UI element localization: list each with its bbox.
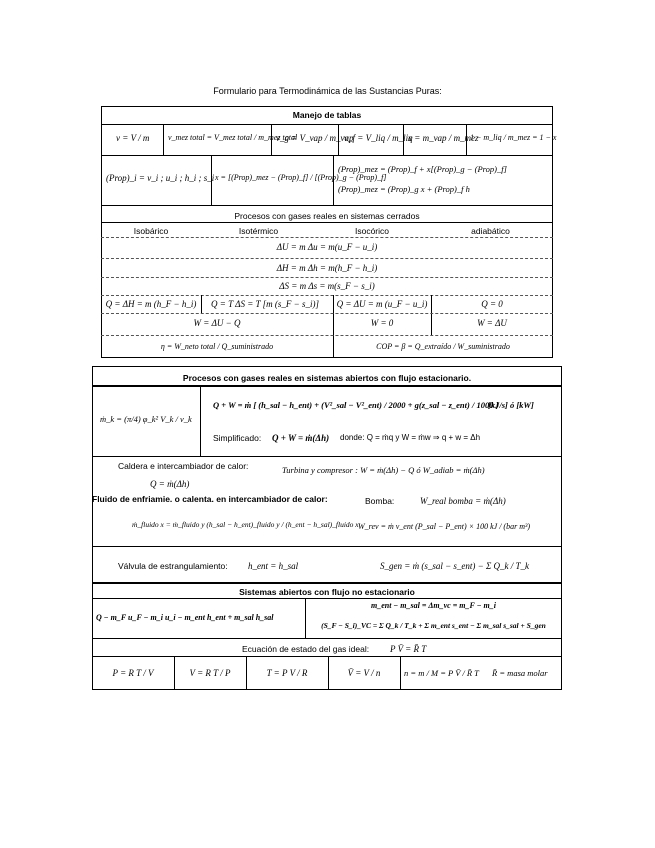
simplified-label: Simplificado: [213, 433, 262, 443]
simplified-definitions: donde: Q = ṁq y W = ṁw ⇒ q + w = Δh [340, 433, 481, 442]
power-units: [kJ/s] ó [kW] [488, 400, 534, 410]
heat-isochoric: Q = ΔU = m (u_F − u_i) [336, 299, 428, 309]
throttle-valve-equation: h_ent = h_sal [248, 561, 299, 571]
boiler-equation: Q = ṁ(Δh) [150, 479, 190, 489]
heat-isothermal: Q = T ΔS = T [m (s_F − s_i)] [211, 299, 319, 309]
pump-label: Bomba: [365, 496, 395, 506]
unsteady-header: Sistemas abiertos con flujo no estacionario [239, 587, 415, 597]
moles-formula: n = m / M = P V̄ / R̄ T [404, 668, 479, 678]
ideal-gas-volume: V = R T / P [189, 668, 231, 678]
vapor-volume-formula: v_g = V_vap / m_vap [276, 133, 354, 143]
molar-volume: V̄ = V / n [347, 668, 381, 678]
heat-exchanger-fluid-label: Fluido de enfriamie. o calenta. en intercambiador de calor: [92, 494, 328, 504]
throttle-valve-label: Válvula de estrangulamiento: [118, 561, 228, 571]
coefficient-of-performance: COP = β = Q_extraído / W_suministrado [376, 342, 510, 351]
unsteady-entropy-balance: (S_F − S_i)_VC = Σ Q_k / T_k + Σ m_ent s_ent − Σ m_sal s_sal + S_gen [321, 621, 546, 630]
quality-formula: x = m_vap / m_mez [408, 133, 479, 143]
mixture-property-formula-2: (Prop)_mez = (Prop)_g x + (Prop)_f h [338, 184, 470, 194]
heat-adiabatic: Q = 0 [481, 299, 503, 309]
heat-exchanger-fluid-equation: ṁ_fluido x = ṁ_fluido y (h_sal − h_ent)_fluido y / (h_ent − h_sal)_fluido x [132, 520, 359, 529]
ideal-gas-pressure: P = R T / V [112, 668, 154, 678]
internal-energy-change: ΔU = m Δu = m(u_F − u_i) [276, 242, 378, 252]
enthalpy-change: ΔH = m Δh = m(h_F − h_i) [276, 263, 378, 273]
closed-systems-header: Procesos con gases reales en sistemas cerrados [234, 211, 420, 221]
col-isothermal: Isotérmico [238, 226, 279, 236]
heat-isobaric: Q = ΔH = m (h_F − h_i) [105, 299, 197, 309]
quality-property-formula: x = [(Prop)_mez − (Prop)_f] / [(Prop)_g − (Prop)_f] [215, 173, 387, 182]
liquid-volume-formula: v_f = V_liq / m_liq [344, 133, 413, 143]
col-isobaric: Isobárico [133, 226, 169, 236]
mixture-volume-formula: v_mez total = V_mez total / m_mez total [168, 133, 298, 142]
ideal-gas-header-equation: P V̄ = R̄ T [390, 644, 427, 654]
ideal-gas-header: Ecuación de estado del gas ideal: [242, 644, 370, 654]
mass-flow-formula: ṁ_k = (π/4) φ_k² V_k / v_k [100, 414, 192, 424]
work-adiabatic: W = ΔU [477, 318, 507, 328]
steady-flow-energy-equation: Q + W = ṁ [ (h_sal − h_ent) + (V²_sal − V²_ent) / 2000 + g(z_sal − z_ent) / 1000 ] [213, 400, 499, 410]
specific-volume-formula: v = V / m [116, 133, 150, 143]
document-title: Formulario para Termodinámica de las Sustancias Puras: [213, 86, 442, 96]
turbine-compressor-equation: Turbina y compresor : W = ṁ(Δh) − Q ó W_adiab = ṁ(Δh) [282, 465, 485, 475]
boiler-label: Caldera e intercambiador de calor: [118, 461, 249, 471]
mixture-property-formula-1: (Prop)_mez = (Prop)_f + x[(Prop)_g − (Prop)_f] [338, 164, 507, 174]
col-isochoric: Isocórico [354, 226, 389, 236]
col-adiabatic: adiabático [471, 226, 510, 236]
unsteady-energy-equation: Q − m_F u_F − m_i u_i − m_ent h_ent + m_sal h_sal [96, 613, 274, 622]
thermal-efficiency: η = W_neto total / Q_suministrado [160, 342, 274, 351]
property-list: (Prop)_i = v_i ; u_i ; h_i ; s_i [106, 173, 215, 183]
open-steady-header: Procesos con gases reales en sistemas abiertos con flujo estacionario. [182, 373, 472, 383]
simplified-equation: Q + W = ṁ(Δh) [272, 433, 330, 443]
work-isochoric: W = 0 [370, 318, 394, 328]
entropy-change: ΔS = m Δs = m(s_F − s_i) [279, 281, 375, 291]
reversible-pump-work: W_rev = ṁ v_ent (P_sal − P_ent) × 100 kJ / (bar m³) [358, 522, 531, 531]
divider [101, 124, 553, 125]
molar-mass-note: R̄ = masa molar [492, 668, 548, 678]
entropy-generation-equation: S_gen = ṁ (s_sal − s_ent) − Σ Q_k / T_k [380, 561, 530, 571]
unsteady-mass-balance: m_ent − m_sal = Δm_vc = m_F − m_i [370, 601, 496, 610]
ideal-gas-temperature: T = P V / R [266, 668, 308, 678]
liquid-fraction-formula: 1 − m_liq / m_mez = 1 − x [470, 133, 557, 142]
work-general: W = ΔU − Q [193, 318, 241, 328]
pump-equation: W_real bomba = ṁ(Δh) [420, 496, 506, 506]
tables-header: Manejo de tablas [292, 110, 362, 120]
